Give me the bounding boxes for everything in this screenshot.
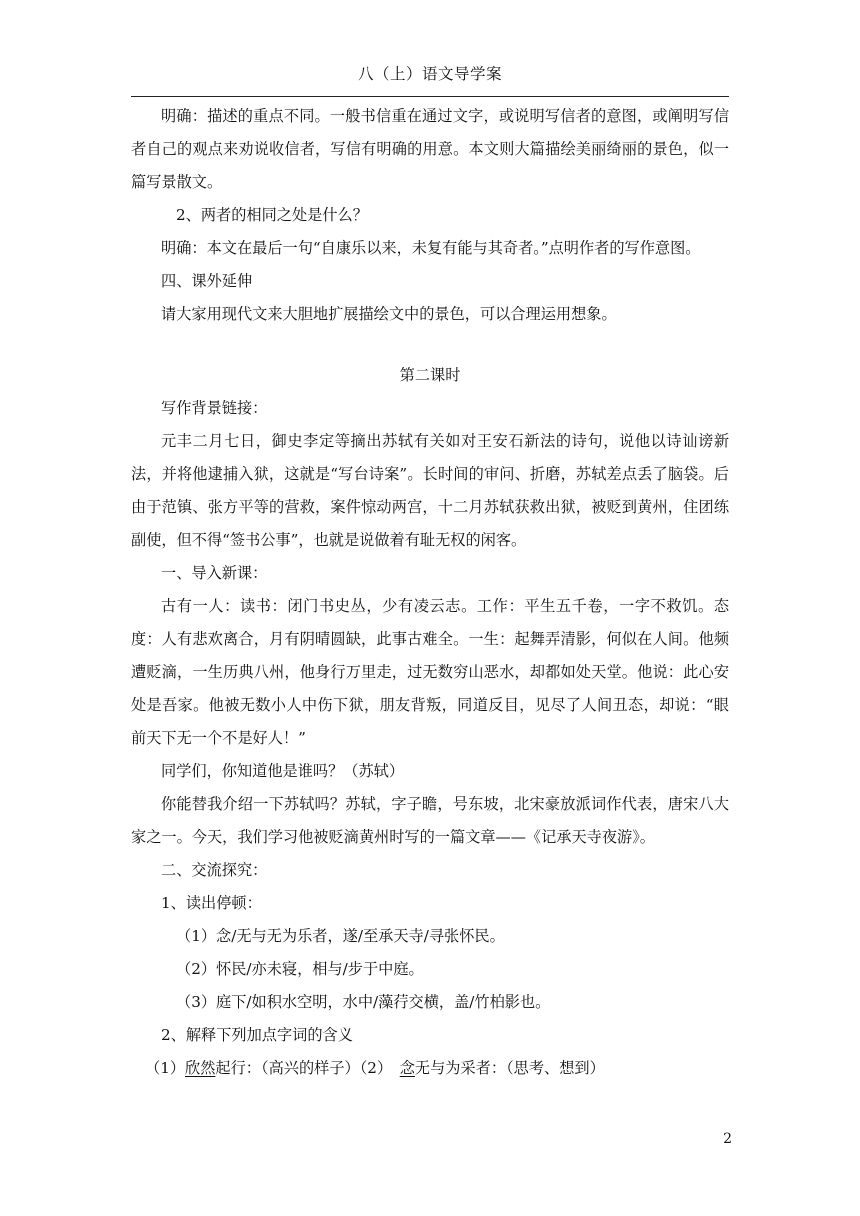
page-header-title: 八（上）语文导学案 <box>357 65 502 83</box>
task-explain-words: 2、解释下列加点字词的含义 <box>161 1026 353 1044</box>
underlined-word-xinran: 欣然 <box>185 1059 216 1077</box>
document-body <box>131 100 729 1085</box>
paragraph-intro-story: 古有一人：读书：闭门书史丛，少有凌云志。工作：平生五千卷，一字不救饥。态度：人有悲欢离合，月有阴晴圆缺，此事古难全。一生：起舞弄清影，何似在人间。他频遭贬滴，一生历典八州，他身行万里走，过无数穷山恶水，却都如处天堂。他说：此心安处是吾家。他被无数小人中伤下狱，朋友背叛，同道反目，见尽了人间丑态，却说：“眼前天下无一个不是好人！” <box>131 597 729 747</box>
lesson-title: 第二课时 <box>399 366 461 384</box>
paragraph-background: 元丰二月七日，御史李定等摘出苏轼有关如对王安石新法的诗句，说他以诗讪谤新法，并将他逮捕入狱，这就是“写台诗案”。长时间的审问、折磨，苏轼差点丢了脑袋。后由于范镇、张方平等的营救，案件惊动两宫，十二月苏轼获救出狱，被贬到黄州，住团练副使，但不得“签书公事”，也就是说做着有耻无权的闲客。 <box>131 432 729 549</box>
pause-item-2: （2）怀民/亦未寝，相与/步于中庭。 <box>176 960 424 978</box>
paragraph-clarify-difference: 明确：描述的重点不同。一般书信重在通过文字，或说明写信者的意图，或阐明写信者自己的观点来劝说收信者，写信有明确的用意。本文则大篇描绘美丽绮丽的景色，似一篇写景散文。 <box>131 107 729 191</box>
paragraph-question-who: 同学们，你知道他是谁吗？（苏轼） <box>161 762 404 780</box>
paragraph-extension-task: 请大家用现代文来大胆地扩展描绘文中的景色，可以合理运用想象。 <box>161 305 617 323</box>
explain-item-1-number: （1） <box>145 1059 186 1077</box>
paragraph-sushi-intro: 你能替我介绍一下苏轼吗？苏轼，字子瞻，号东坡，北宋豪放派词作代表，唐宋八大家之一。今天，我们学习他被贬滴黄州时写的一篇文章——《记承天寺夜游》。 <box>131 795 729 846</box>
header-divider <box>131 96 729 97</box>
page-number: 2 <box>723 1131 732 1147</box>
paragraph-clarify-intent: 明确：本文在最后一句“自康乐以来，未复有能与其奇者。”点明作者的写作意图。 <box>161 239 701 257</box>
task-pauses: 1、读出停顿： <box>161 894 262 912</box>
question-similarity: 2、两者的相同之处是什么？ <box>176 206 368 224</box>
section-heading-intro: 一、导入新课： <box>161 564 268 582</box>
explain-item-1-text: 起行：（高兴的样子）（2） <box>215 1059 400 1077</box>
section-heading-extension: 四、课外延伸 <box>161 272 253 290</box>
spacer <box>131 331 729 359</box>
pause-item-1: （1）念/无与无为乐者，遂/至承天寺/寻张怀民。 <box>176 927 505 945</box>
explain-item-2-text: 无与为采者：（思考、想到） <box>414 1059 605 1077</box>
explain-items <box>131 1052 729 1085</box>
section-heading-explore: 二、交流探究： <box>161 861 268 879</box>
background-heading: 写作背景链接： <box>161 399 268 417</box>
pause-item-3: （3）庭下/如积水空明，水中/藻荇交横，盖/竹柏影也。 <box>176 993 551 1011</box>
underlined-word-nian: 念 <box>399 1059 415 1077</box>
